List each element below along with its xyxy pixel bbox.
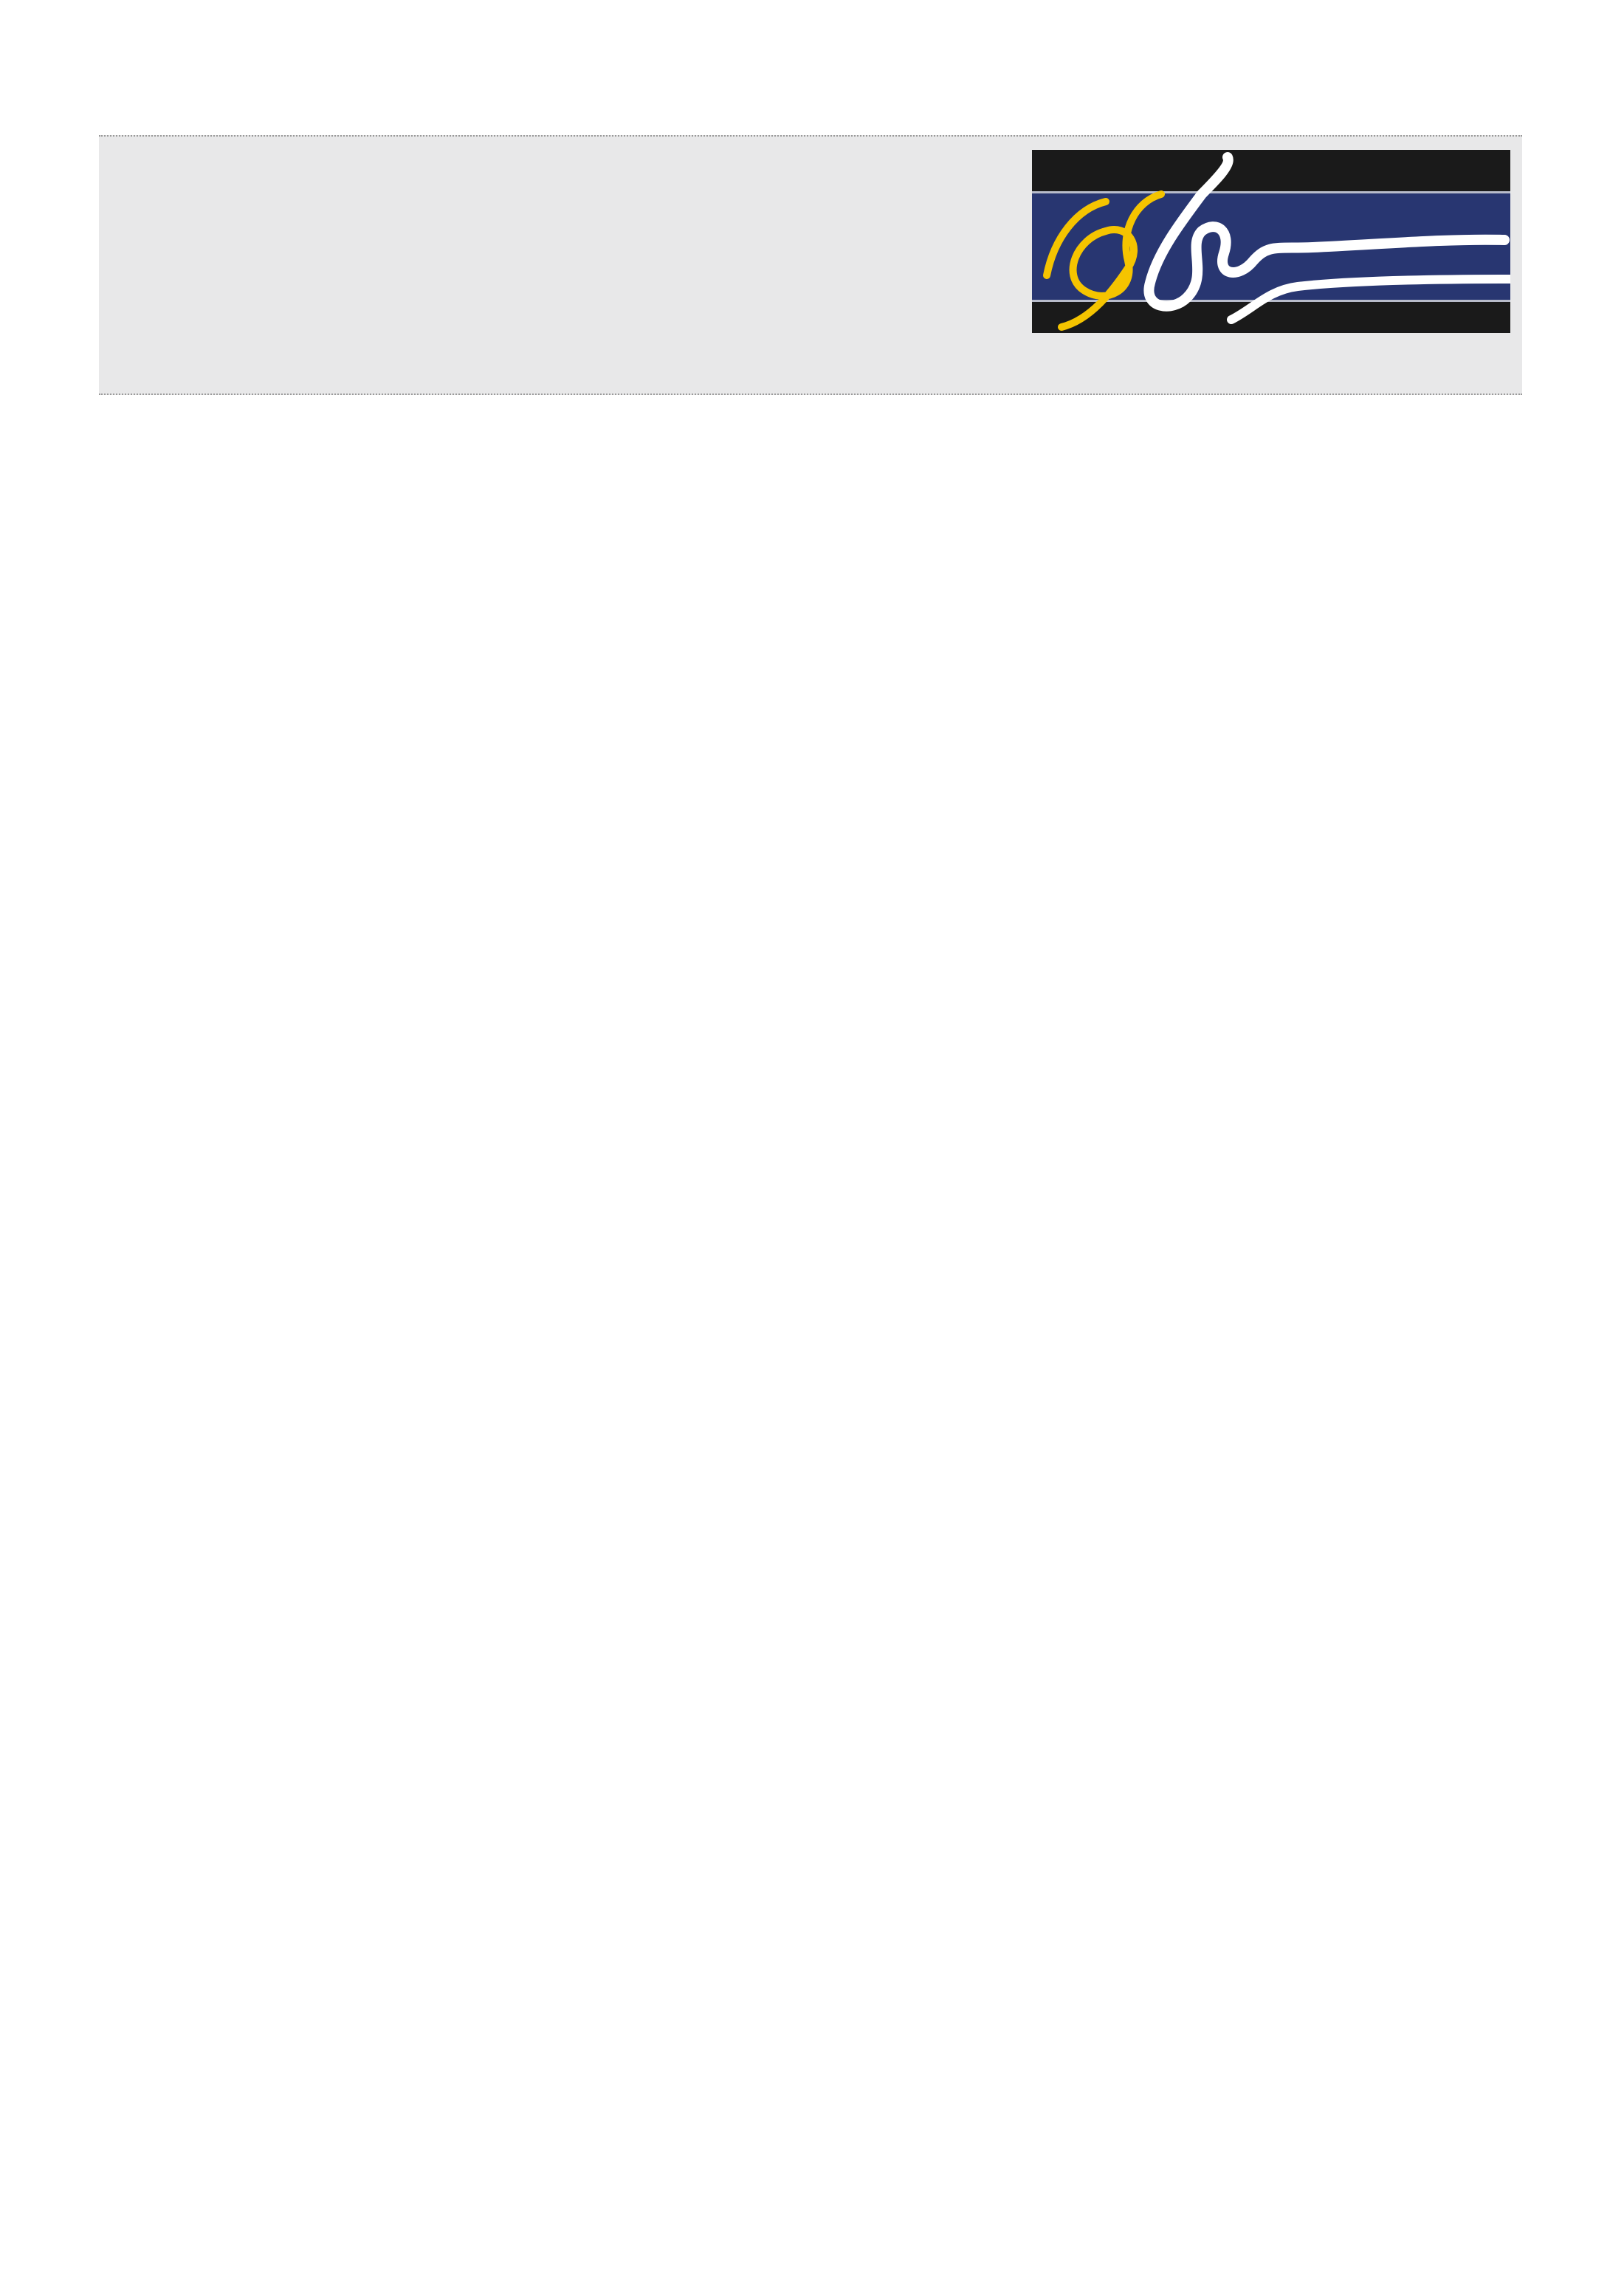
masthead (99, 135, 1522, 395)
magazine-logo (1032, 150, 1510, 333)
calligraphy-logo-icon (1032, 150, 1510, 333)
